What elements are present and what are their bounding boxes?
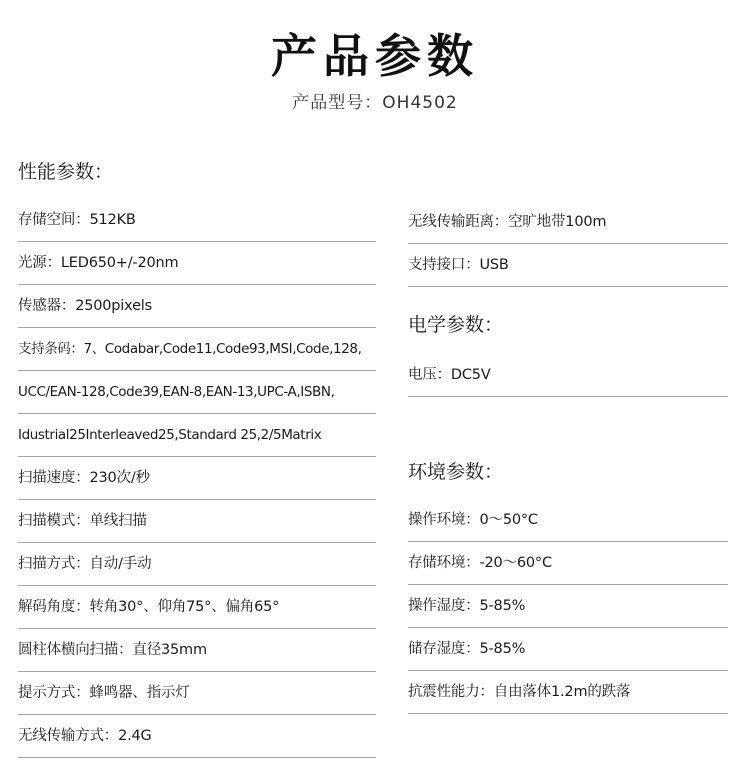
section-environment-heading: 环境参数： <box>408 461 504 483</box>
section-performance-heading: 性能参数： <box>18 161 114 183</box>
performance-params-column <box>18 0 376 782</box>
spec-row-sensor: 传感器：2500pixels <box>18 285 376 328</box>
spec-row-operating-temp: 操作环境：0～50°C <box>408 499 728 542</box>
spec-row-storage-humidity: 储存湿度：5-85% <box>408 628 728 671</box>
other-params-column <box>408 0 728 782</box>
page-title: 产品参数 <box>271 29 479 83</box>
spec-row-scan-mode: 扫描模式：单线扫描 <box>18 500 376 543</box>
spec-row-barcodes-3: Idustrial25Interleaved25,Standard 25,2/5Matrix <box>18 414 376 457</box>
spec-row-storage: 存储空间：512KB <box>18 199 376 242</box>
spec-row-storage-temp: 存储环境：-20～60°C <box>408 542 728 585</box>
spec-row-wireless-mode: 无线传输方式：2.4G <box>18 715 376 758</box>
spec-row-voltage: 电压：DC5V <box>408 354 728 397</box>
spec-row-barcodes-2: UCC/EAN-128,Code39,EAN-8,EAN-13,UPC-A,ISBN, <box>18 371 376 414</box>
spec-row-barcodes-1: 支持条码：7、Codabar,Code11,Code93,MSI,Code,128, <box>18 328 376 371</box>
product-model: 产品型号：OH4502 <box>292 93 458 113</box>
spec-row-operating-humidity: 操作湿度：5-85% <box>408 585 728 628</box>
spec-row-scan-method: 扫描方式：自动/手动 <box>18 543 376 586</box>
spec-row-scan-speed: 扫描速度：230次/秒 <box>18 457 376 500</box>
spec-row-wireless-distance: 无线传输距离：空旷地带100m <box>408 201 728 244</box>
spec-row-shock-resistance: 抗震性能力：自由落体1.2m的跌落 <box>408 671 728 714</box>
spec-row-decode-angle: 解码角度：转角30°、仰角75°、偏角65° <box>18 586 376 629</box>
spec-row-cylinder-scan: 圆柱体横向扫描：直径35mm <box>18 629 376 672</box>
section-electric-heading: 电学参数： <box>408 314 504 336</box>
spec-row-indicator: 提示方式：蜂鸣器、指示灯 <box>18 672 376 715</box>
spec-row-interface: 支持接口：USB <box>408 244 728 287</box>
spec-row-light-source: 光源：LED650+/-20nm <box>18 242 376 285</box>
